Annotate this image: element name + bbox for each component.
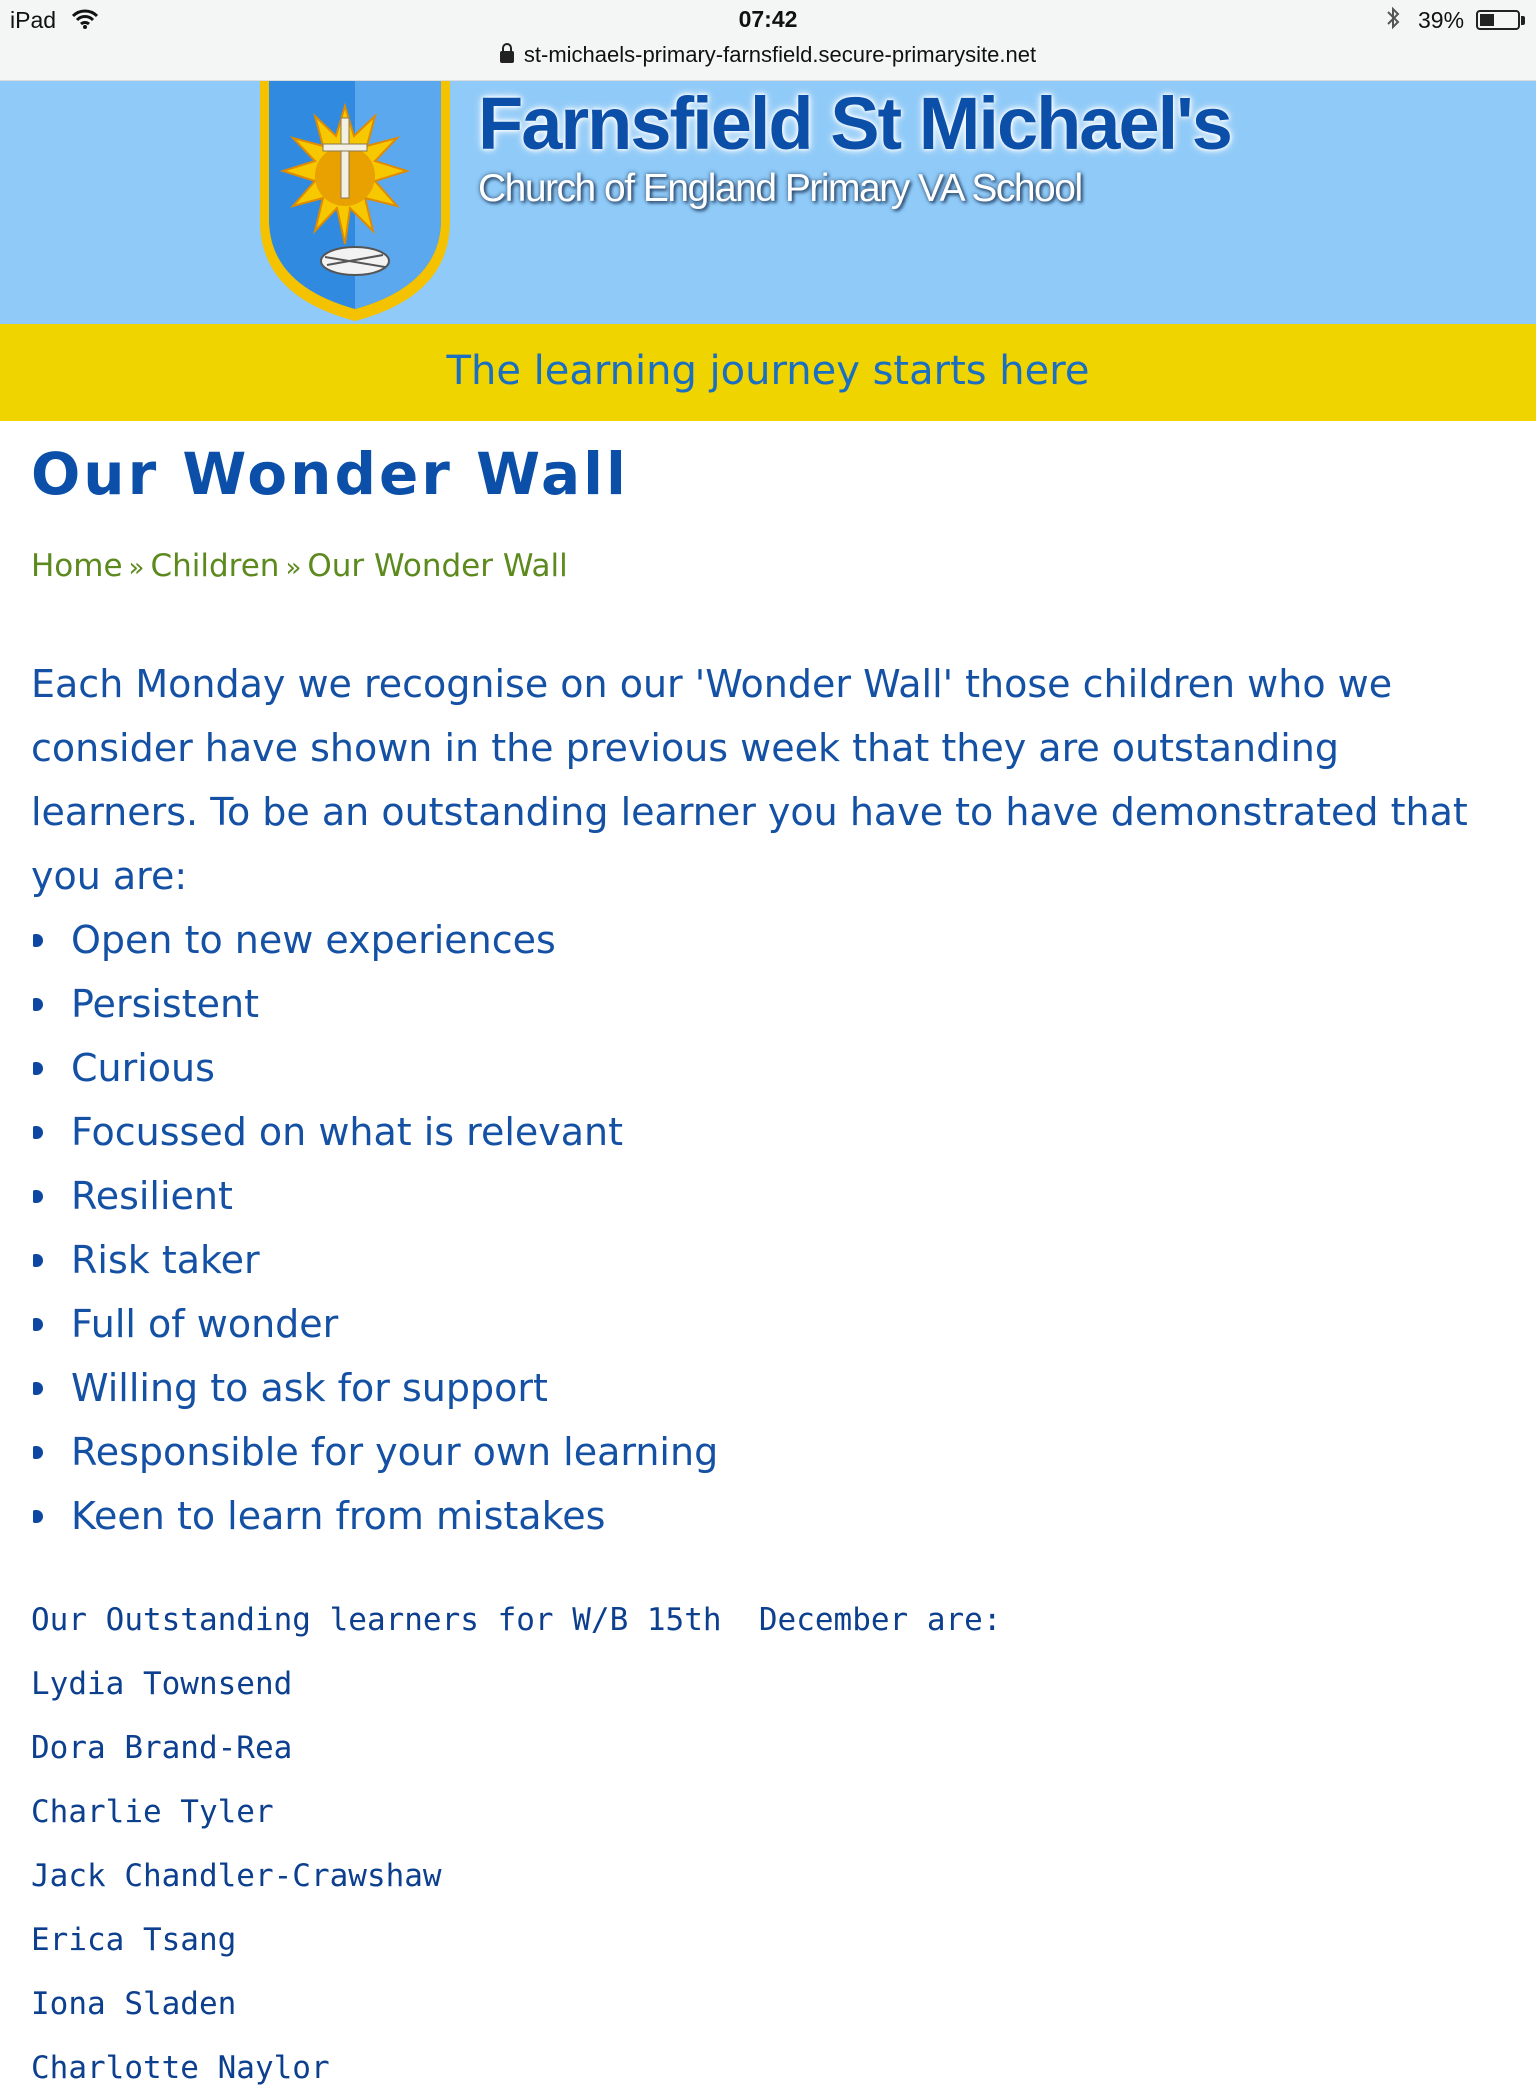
battery-icon — [1476, 10, 1520, 30]
list-item-text: Resilient — [71, 1174, 233, 1218]
status-bar — [0, 0, 1536, 81]
bullet-icon — [33, 934, 43, 947]
list-item-text: Responsible for your own learning — [71, 1430, 719, 1474]
list-item — [31, 1164, 1511, 1228]
bullet-icon — [33, 998, 43, 1011]
learners-heading: Our Outstanding learners for W/B 15th December are: — [31, 1602, 1002, 1638]
list-item — [31, 1228, 1511, 1292]
battery-percent: 39% — [1418, 7, 1465, 33]
bullet-icon — [33, 1062, 43, 1075]
breadcrumb-home-link[interactable]: Home — [31, 548, 123, 584]
list-item-text: Open to new experiences — [71, 918, 556, 962]
clock: 07:42 — [738, 6, 798, 32]
intro-paragraph: Each Monday we recognise on our 'Wonder Wall' those children who we consider have shown in the previous week that they are outstanding learners. To be an outstanding learner you have to have demonstrated that you are: — [31, 662, 1468, 898]
list-item-text: Full of wonder — [71, 1302, 339, 1346]
breadcrumb-separator: » — [128, 553, 145, 583]
device-label: iPad — [10, 7, 57, 33]
page-title: Our Wonder Wall — [31, 440, 629, 508]
bullet-icon — [33, 1510, 43, 1523]
list-item-text: Risk taker — [71, 1238, 260, 1282]
list-item — [31, 908, 1511, 972]
breadcrumb-children-link[interactable]: Children — [150, 548, 280, 584]
learner-name: Jack Chandler-Crawshaw — [31, 1858, 442, 1894]
bullet-icon — [33, 1126, 43, 1139]
list-item — [31, 1292, 1511, 1356]
school-crest-logo[interactable] — [255, 81, 455, 324]
bullet-icon — [33, 1318, 43, 1331]
tagline-bar — [0, 324, 1536, 421]
breadcrumb-separator: » — [285, 553, 302, 583]
tagline: The learning journey starts here — [446, 348, 1090, 394]
address-bar[interactable] — [0, 42, 1536, 68]
list-item — [31, 1356, 1511, 1420]
list-item — [31, 1420, 1511, 1484]
main-content — [31, 440, 1511, 2100]
learner-name: Iona Sladen — [31, 1986, 237, 2022]
list-item-text: Curious — [71, 1046, 215, 1090]
site-header — [0, 81, 1536, 324]
bullet-icon — [33, 1254, 43, 1267]
list-item — [31, 1484, 1511, 1548]
list-item-text: Willing to ask for support — [71, 1366, 548, 1410]
battery-tip — [1521, 16, 1525, 25]
bluetooth-icon — [1385, 6, 1401, 30]
bullet-icon — [33, 1446, 43, 1459]
list-item — [31, 1100, 1511, 1164]
list-item-text: Focussed on what is relevant — [71, 1110, 624, 1154]
school-subtitle: Church of England Primary VA School — [478, 167, 1082, 210]
breadcrumb — [31, 548, 1511, 584]
learners-section — [31, 1588, 1511, 2100]
school-name[interactable]: Farnsfield St Michael's — [478, 82, 1231, 165]
breadcrumb-current[interactable]: Our Wonder Wall — [307, 548, 568, 584]
bullet-icon — [33, 1190, 43, 1203]
list-item — [31, 972, 1511, 1036]
learner-name: Charlotte Naylor — [31, 2050, 330, 2086]
learner-name: Lydia Townsend — [31, 1666, 293, 1702]
learner-name: Charlie Tyler — [31, 1794, 274, 1830]
url-text: st-michaels-primary-farnsfield.secure-primarysite.net — [523, 42, 1037, 67]
list-item — [31, 1036, 1511, 1100]
lock-icon — [500, 51, 514, 63]
learner-name: Erica Tsang — [31, 1922, 237, 1958]
qualities-list — [31, 908, 1511, 1548]
learner-name: Dora Brand-Rea — [31, 1730, 293, 1766]
list-item-text: Keen to learn from mistakes — [71, 1494, 606, 1538]
list-item-text: Persistent — [71, 982, 259, 1026]
bullet-icon — [33, 1382, 43, 1395]
